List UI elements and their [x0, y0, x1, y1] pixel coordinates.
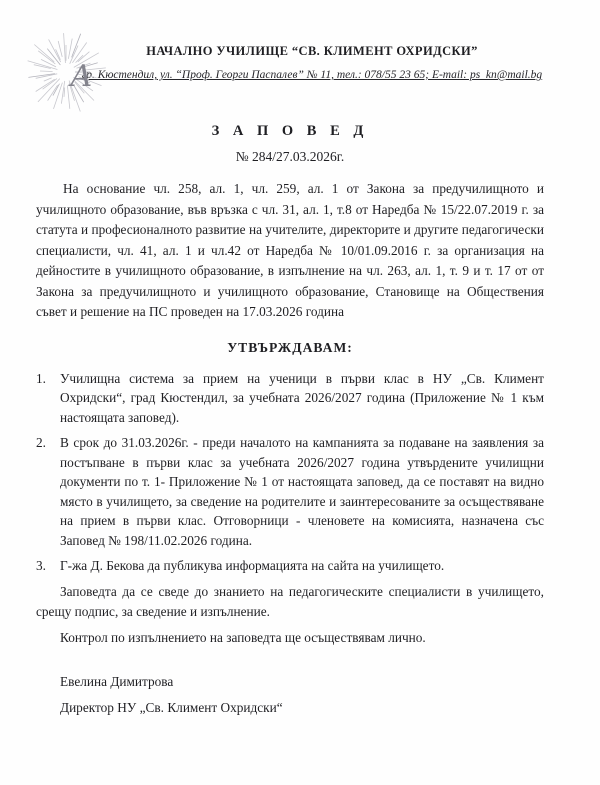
school-address-line: гр. Кюстендил, ул. “Проф. Георги Паспалев” № 11, тел.: 078/55 23 65; E-mail: ps_kn@mail.bg [81, 69, 543, 81]
notification-paragraph: Заповедта да се сведе до знанието на педагогическите специалисти в училището, срещу подпис, за сведение и изпълнение. [36, 583, 544, 619]
item-text: Училищна система за прием на ученици в първи клас в НУ „Св. Климент Охридски“, град Кюстендил, за учебната 2026/2027 година (Приложение № 1 към настоящата заповед). [60, 370, 544, 425]
logo-letter: А [70, 59, 93, 94]
signatory-name: Евелина Димитрова [60, 673, 174, 689]
order-items-list [36, 369, 544, 576]
preamble-paragraph: На основание чл. 258, ал. 1, чл. 259, ал. 1 от Закона за предучилищното и училищното образование, във връзка с чл. 31, ал. 1, т.8 от Наредба № 15/22.07.2019 г. за статута и професионалното развитие на учителите, директорите и другите педагогически специалисти, чл. 41, ал. 1 и чл.42 от Наредба № 10/01.09.2016 г. за организация на дейностите в училищното образование, в изпълнение на чл. 263, ал. 1, т. 9 и т. 17 от от Закона за предучилищното и училищното образование, Становище на Обществения съвет и решение на ПС проведен на 17.03.2026 година [36, 181, 544, 319]
item-text: В срок до 31.03.2026г. - преди началото на кампанията за подаване на заявления за постъпване в първи клас за учебната 2026/2027 година утвърдените училищни документи по т. 1- Приложение № 1 от настоящата заповед, да се поставят на видно място в училището, за сведение на родителите и заинтересованите за осъществяване на прием в първи клас. Отговорници - членовете на комисията, назначена със Заповед № 198/11.02.2026 година. [60, 435, 544, 548]
document-title: З А П О В Е Д [211, 123, 369, 139]
item-number: 1. [36, 370, 46, 386]
signatory-title: Директор НУ „Св. Климент Охридски“ [60, 699, 283, 715]
school-name: НАЧАЛНО УЧИЛИЩЕ “СВ. КЛИМЕНТ ОХРИДСКИ” [146, 44, 478, 58]
document-header [80, 44, 544, 81]
item-text: Г-жа Д. Бекова да публикува информацията на сайта на училището. [60, 558, 445, 573]
order-item-1 [36, 369, 544, 428]
school-logo-icon [20, 24, 116, 120]
item-number: 3. [36, 558, 46, 573]
order-item-2 [36, 433, 544, 550]
order-item-3 [36, 556, 544, 576]
control-paragraph: Контрол по изпълнението на заповедта ще осъществявам лично. [60, 629, 426, 645]
approve-heading: УТВЪРЖДАВАМ: [227, 339, 353, 355]
signature-block [60, 674, 544, 716]
item-number: 2. [36, 435, 46, 450]
order-number: № 284/27.03.2026г. [235, 149, 345, 164]
